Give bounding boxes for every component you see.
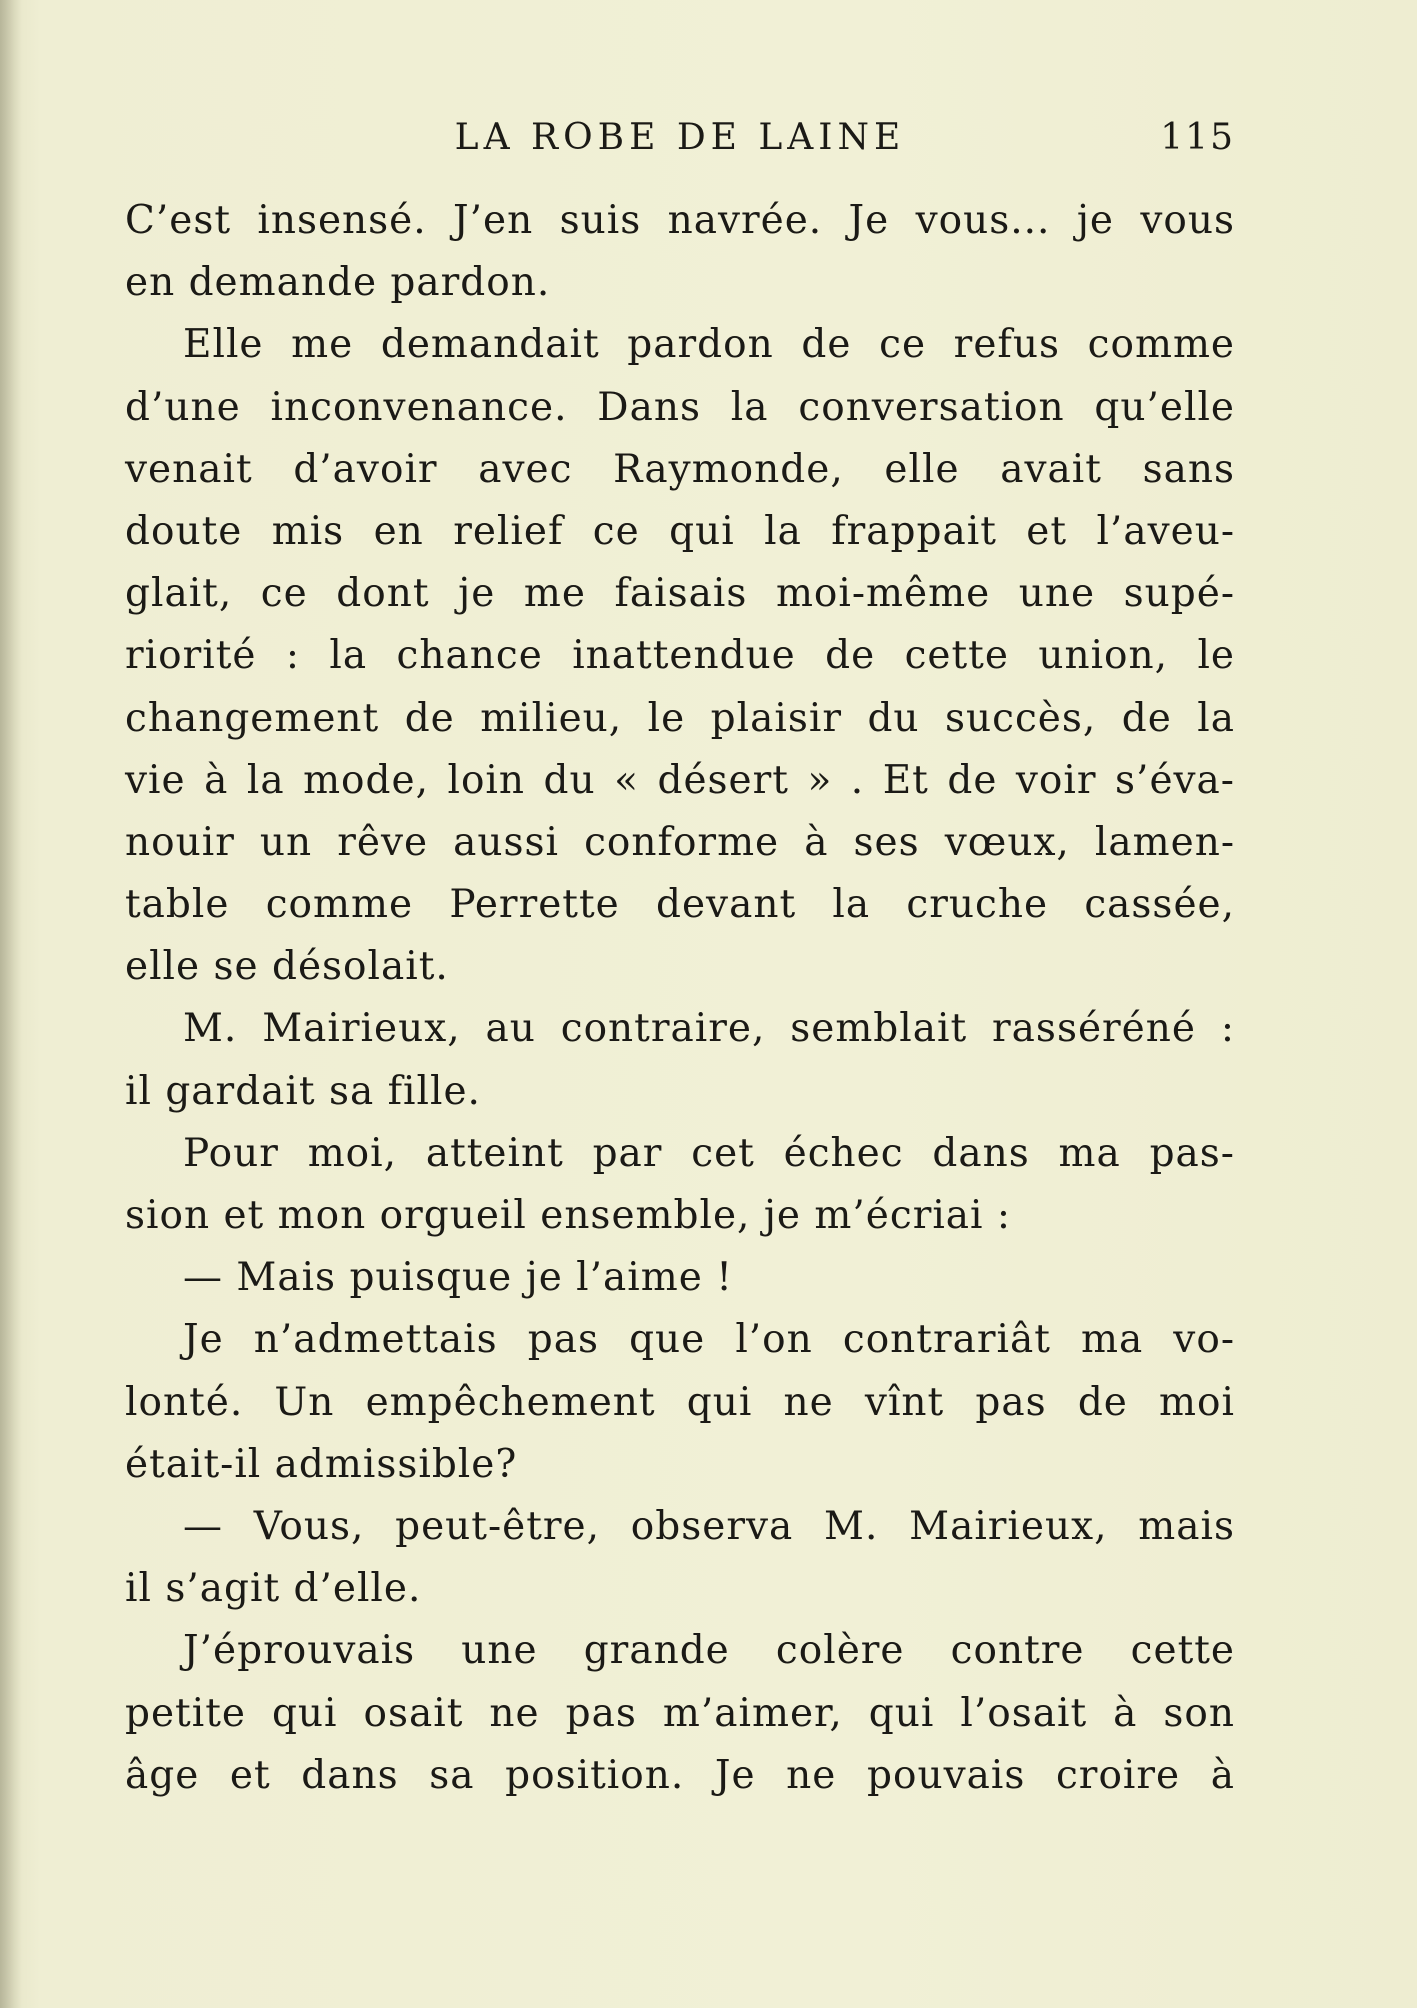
text-line: âge et dans sa position. Je ne pouvais croire à (125, 1752, 1235, 1798)
text-line: lonté. Un empêchement qui ne vînt pas de moi (125, 1379, 1235, 1425)
body-text (125, 190, 1235, 1807)
running-title: LA ROBE DE LAINE (454, 117, 906, 158)
text-line: vie à la mode, loin du « désert » . Et de voir s’éva- (125, 757, 1235, 803)
text-line: nouir un rêve aussi conforme à ses vœux, lamen- (125, 819, 1235, 865)
text-line: riorité : la chance inattendue de cette union, le (125, 633, 1235, 679)
text-line: était-il admissible? (125, 1441, 518, 1487)
binding-shadow (0, 0, 22, 2008)
text-line: M. Mairieux, au contraire, semblait rasséréné : (183, 1006, 1235, 1052)
text-line: table comme Perrette devant la cruche cassée, (125, 882, 1235, 928)
text-line: J’éprouvais une grande colère contre cette (183, 1628, 1235, 1674)
page-number: 115 (1160, 117, 1235, 158)
text-line: en demande pardon. (125, 260, 551, 306)
text-line: d’une inconvenance. Dans la conversation qu’elle (125, 384, 1235, 430)
text-line: doute mis en relief ce qui la frappait et l’aveu- (125, 508, 1235, 554)
running-head (125, 110, 1235, 166)
text-line: elle se désolait. (125, 944, 449, 990)
text-line: C’est insensé. J’en suis navrée. Je vous... je vous (125, 198, 1235, 243)
text-line: il gardait sa fille. (125, 1068, 481, 1114)
text-line: Elle me demandait pardon de ce refus comme (183, 322, 1235, 368)
text-line: Je n’admettais pas que l’on contrariât ma vo- (183, 1317, 1235, 1363)
text-line: glait, ce dont je me faisais moi-même une supé- (125, 571, 1235, 617)
text-line: — Mais puisque je l’aime ! (183, 1255, 733, 1301)
text-line: sion et mon orgueil ensemble, je m’écriai : (125, 1193, 1012, 1238)
text-line: changement de milieu, le plaisir du succès, de la (125, 695, 1235, 741)
text-line: venait d’avoir avec Raymonde, elle avait sans (125, 446, 1235, 492)
text-line: petite qui osait ne pas m’aimer, qui l’osait à son (125, 1690, 1235, 1736)
text-line: — Vous, peut-être, observa M. Mairieux, mais (183, 1503, 1235, 1549)
text-line: Pour moi, atteint par cet échec dans ma pas- (183, 1130, 1235, 1176)
text-line: il s’agit d’elle. (125, 1566, 422, 1612)
